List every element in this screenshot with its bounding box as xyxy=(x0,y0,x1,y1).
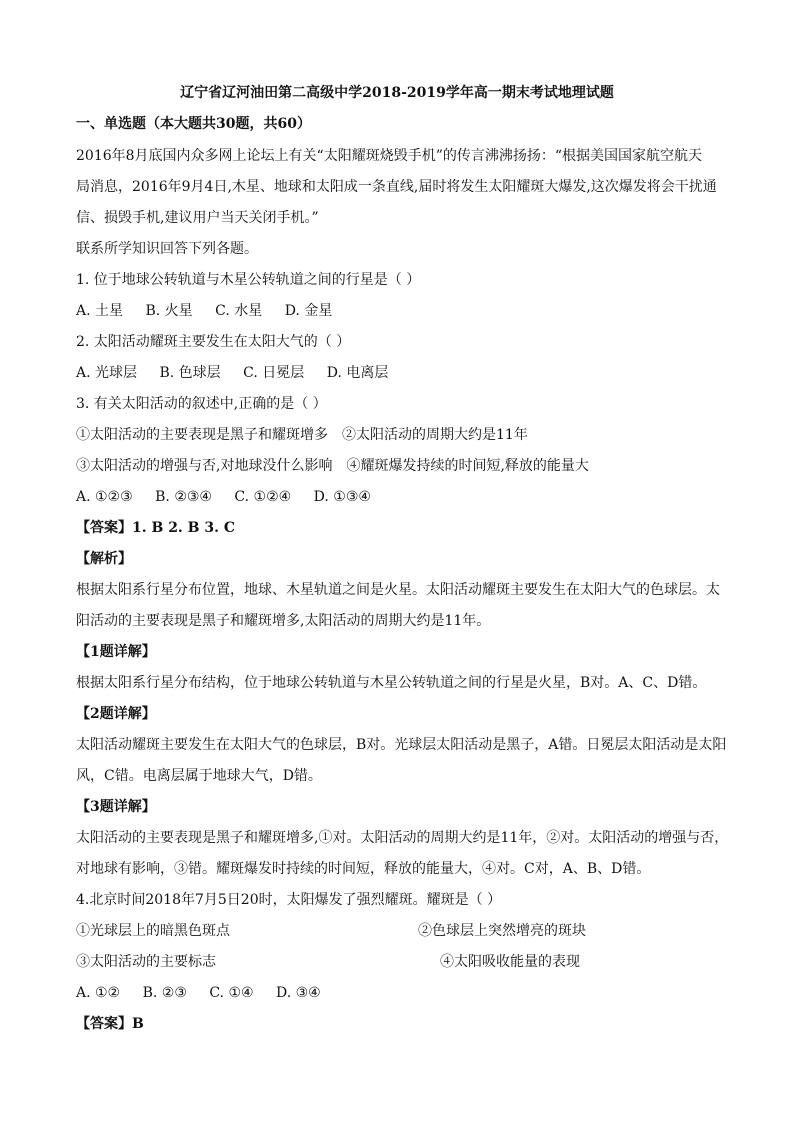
q2-option-b: B. 色球层 xyxy=(159,365,221,381)
question-3-statements-row-1 xyxy=(76,426,528,444)
q4-option-a: A. ①② xyxy=(76,985,121,1001)
section-heading: 一、单选题（本大题共30题，共60） xyxy=(76,116,311,132)
q3-option-a: A. ①②③ xyxy=(76,489,133,505)
q4-statement-4: ④太阳吸收能量的表现 xyxy=(440,954,580,970)
detail-1-text: 根据太阳系行星分布结构，位于地球公转轨道与木星公转轨道之间的行星是火星，B对。A、C、D错。 xyxy=(76,675,707,691)
q4-option-b: B. ②③ xyxy=(142,985,187,1001)
intro-line-4: 联系所学知识回答下列各题。 xyxy=(76,241,258,257)
answer-1-3: 【答案】1. B 2. B 3. C xyxy=(76,520,236,536)
analysis-line-2: 阳活动的主要表现是黑子和耀斑增多,太阳活动的周期大约是11年。 xyxy=(76,613,491,629)
detail-3-line-2: 对地球有影响，③错。耀斑爆发时持续的时间短，释放的能量大，④对。C对，A、B、D错。 xyxy=(76,861,651,877)
page-title: 辽宁省辽河油田第二高级中学2018-2019学年高一期末考试地理试题 xyxy=(180,85,614,101)
q1-option-d: D. 金星 xyxy=(284,303,333,319)
q2-option-a: A. 光球层 xyxy=(76,365,138,381)
detail-2-label: 【2题详解】 xyxy=(76,706,156,722)
q1-option-c: C. 水星 xyxy=(215,303,263,319)
question-2-stem: 2. 太阳活动耀斑主要发生在太阳大气的（ ） xyxy=(76,334,351,350)
q3-statement-4: ④耀斑爆发持续的时间短,释放的能量大 xyxy=(346,458,589,474)
detail-3-line-1: 太阳活动的主要表现是黑子和耀斑增多,①对。太阳活动的周期大约是11年，②对。太阳活动的增强与否， xyxy=(76,830,729,846)
q4-statement-3: ③太阳活动的主要标志 xyxy=(76,954,216,970)
q2-option-c: C. 日冕层 xyxy=(243,365,305,381)
answer-4: 【答案】B xyxy=(76,1016,144,1032)
q4-statement-2: ②色球层上突然增亮的斑块 xyxy=(418,923,586,939)
q2-option-d: D. 电离层 xyxy=(326,365,389,381)
analysis-label: 【解析】 xyxy=(76,551,132,567)
intro-line-2: 局消息，2016年9月4日,木星、地球和太阳成一条直线,届时将发生太阳耀斑大爆发,这次爆发将会干扰通 xyxy=(76,179,717,195)
q1-option-b: B. 火星 xyxy=(145,303,193,319)
q1-option-a: A. 土星 xyxy=(76,303,124,319)
intro-line-3: 信、损毁手机,建议用户当天关闭手机。” xyxy=(76,210,319,226)
q3-option-b: B. ②③④ xyxy=(155,489,212,505)
q3-option-c: C. ①②④ xyxy=(234,489,292,505)
q4-option-d: D. ③④ xyxy=(276,985,321,1001)
intro-line-1: 2016年8月底国内众多网上论坛上有关“太阳耀斑烧毁手机”的传言沸沸扬扬：“根据美国国家航空航天 xyxy=(76,148,703,164)
q3-statement-2: ②太阳活动的周期大约是11年 xyxy=(342,427,528,443)
question-2-options xyxy=(76,364,406,382)
q3-statement-3: ③太阳活动的增强与否,对地球没什么影响 xyxy=(76,458,333,474)
question-4-stem: 4.北京时间2018年7月5日20时，太阳爆发了强烈耀斑。耀斑是（ ） xyxy=(76,892,502,908)
detail-2-line-1: 太阳活动耀斑主要发生在太阳大气的色球层，B对。光球层太阳活动是黑子，A错。日冕层太阳活动是太阳 xyxy=(76,737,727,753)
question-4-options xyxy=(76,984,339,1002)
detail-1-label: 【1题详解】 xyxy=(76,644,156,660)
question-3-stem: 3. 有关太阳活动的叙述中,正确的是（ ） xyxy=(76,396,327,412)
question-3-statements-row-2 xyxy=(76,457,589,475)
question-1-options xyxy=(76,302,350,320)
detail-2-line-2: 风，C错。电离层属于地球大气，D错。 xyxy=(76,768,322,784)
detail-3-label: 【3题详解】 xyxy=(76,799,156,815)
question-3-options xyxy=(76,488,389,506)
q3-option-d: D. ①③④ xyxy=(313,489,371,505)
analysis-line-1: 根据太阳系行星分布位置，地球、木星轨道之间是火星。太阳活动耀斑主要发生在太阳大气的色球层。太 xyxy=(76,582,720,598)
q3-statement-1: ①太阳活动的主要表现是黑子和耀斑增多 xyxy=(76,427,328,443)
q4-option-c: C. ①④ xyxy=(209,985,254,1001)
q4-statement-1: ①光球层上的暗黑色斑点 xyxy=(76,923,230,939)
question-1-stem: 1. 位于地球公转轨道与木星公转轨道之间的行星是（ ） xyxy=(76,272,421,288)
